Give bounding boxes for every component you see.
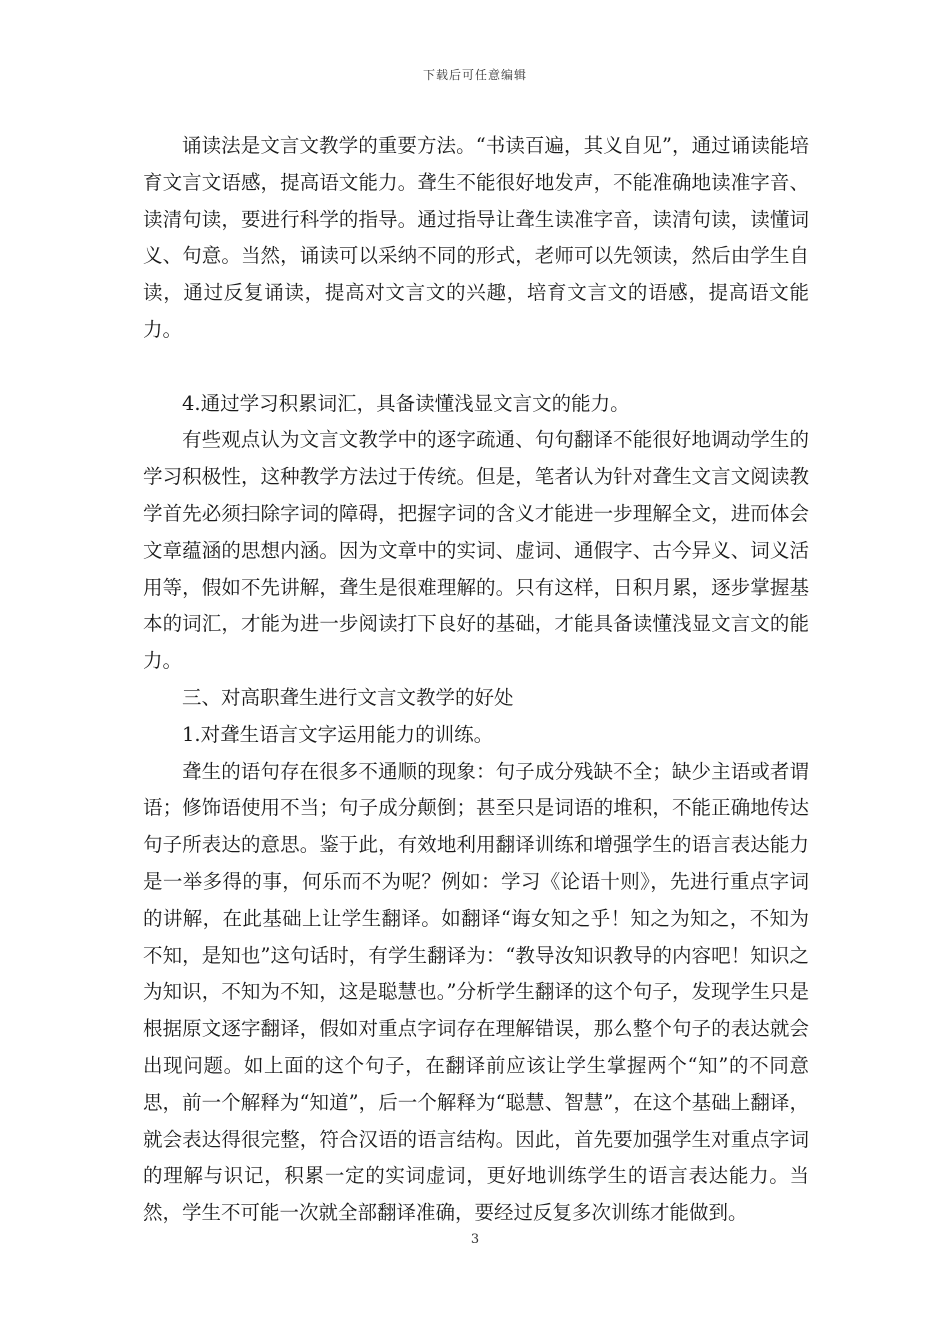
subheading-language-training: 1.对聋生语言文字运用能力的训练。 (182, 722, 494, 746)
page-number: 3 (470, 1232, 480, 1247)
paragraph-recitation-method: 诵读法是文言文教学的重要方法。“书读百遍，其义自见”，通过诵读能培育文言文语感，提高语文能力。聋生不能很好地发声，不能准确地读准字音、读清句读，要进行科学的指导。通过指导让聋生读准字音，读清句读，读懂词义、句意。当然，诵读可以采纳不同的形式，老师可以先领读，然后由学生自读，通过反复诵读，提高对文言文的兴趣，培育文言文的语感，提高语文能力。 (143, 134, 809, 341)
section-heading-benefits: 三、对高职聋生进行文言文教学的好处 (182, 685, 514, 709)
page-header: 下载后可任意编辑 (422, 68, 527, 82)
paragraph-vocabulary: 有些观点认为文言文教学中的逐字疏通、句句翻译不能很好地调动学生的学习积极性，这种教学方法过于传统。但是，笔者认为针对聋生文言文阅读教学首先必须扫除字词的障碍，把握字词的含义才能进一步理解全文，进而体会文章蕴涵的思想内涵。因为文章中的实词、虚词、通假字、古今异义、词义活用等，假如不先讲解，聋生是很难理解的。只有这样，日积月累，逐步掌握基本的词汇，才能为进一步阅读打下良好的基础，才能具备读懂浅显文言文的能力。 (143, 428, 809, 673)
paragraph-language-training: 聋生的语句存在很多不通顺的现象：句子成分残缺不全；缺少主语或者谓语；修饰语使用不当；句子成分颠倒；甚至只是词语的堆积，不能正确地传达句子所表达的意思。鉴于此，有效地利用翻译训练和增强学生的语言表达能力是一举多得的事，何乐而不为呢？例如：学习《论语十则》，先进行重点字词的讲解，在此基础上让学生翻译。如翻译“诲女知之乎！知之为知之，不知为不知，是知也”这句话时，有学生翻译为：“教导汝知识教导的内容吧！知识之为知识，不知为不知，这是聪慧也。”分析学生翻译的这个句子，发现学生只是根据原文逐字翻译，假如对重点字词存在理解错误，那么整个句子的表达就会出现问题。如上面的这个句子，在翻译前应该让学生掌握两个“知”的不同意思，前一个解释为“知道”，后一个解释为“聪慧、智慧”，在这个基础上翻译，就会表达得很完整，符合汉语的语言结构。因此，首先要加强学生对重点字词的理解与识记，积累一定的实词虚词，更好地训练学生的语言表达能力。当然，学生不可能一次就全部翻译准确，要经过反复多次训练才能做到。 (143, 759, 809, 1225)
document-body (143, 128, 809, 1232)
subheading-vocabulary: 4.通过学习积累词汇，具备读懂浅显文言文的能力。 (182, 391, 630, 415)
